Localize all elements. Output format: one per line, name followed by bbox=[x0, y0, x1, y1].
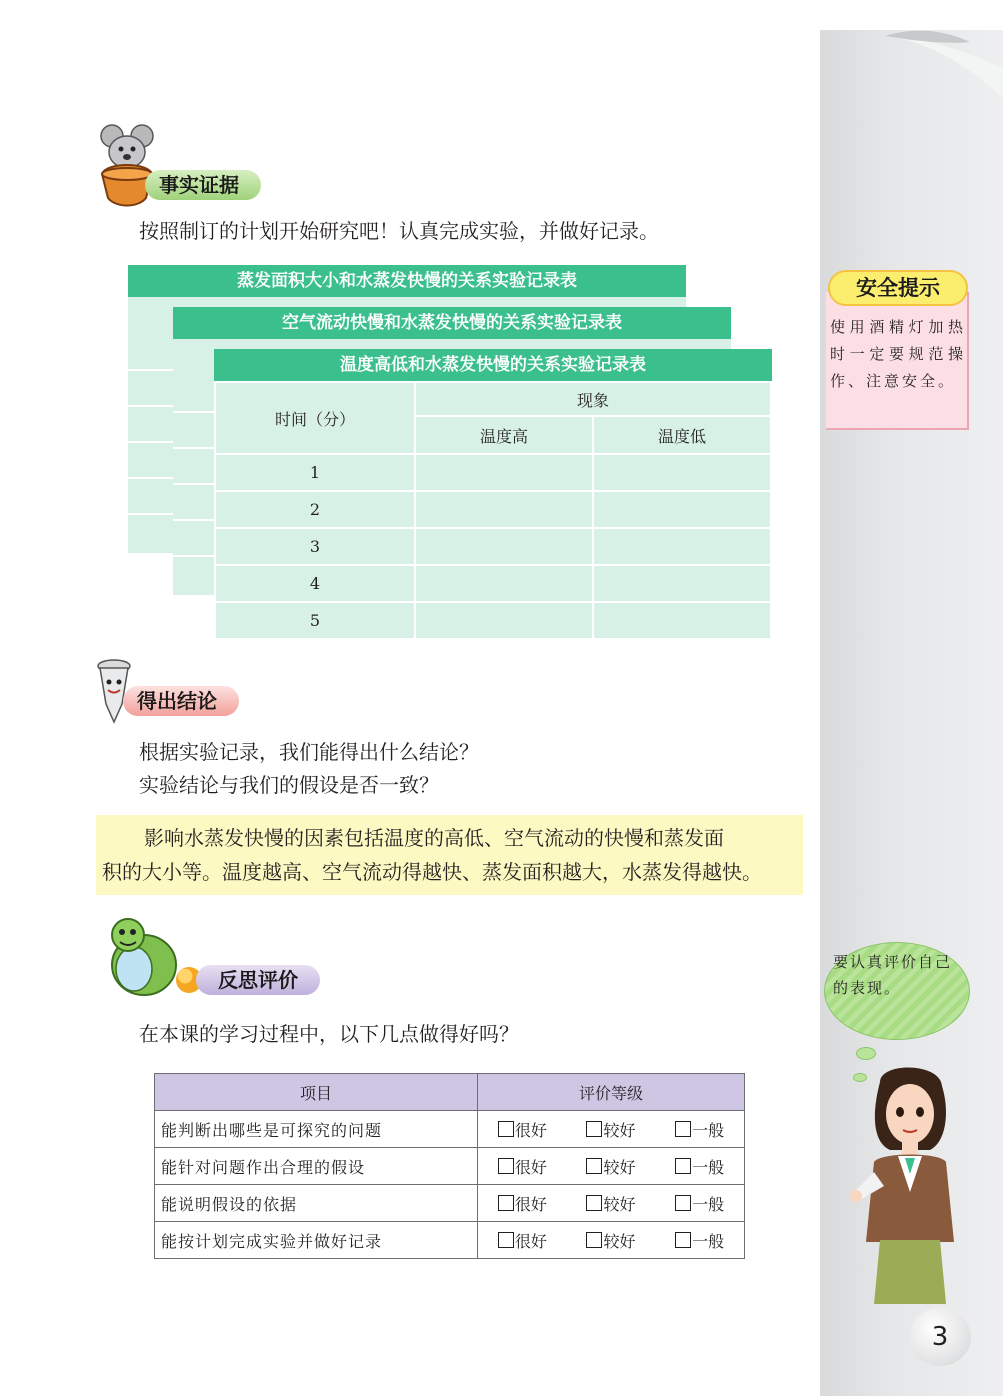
table-row-time: 2 bbox=[215, 491, 415, 528]
table-row-time: 1 bbox=[215, 454, 415, 491]
conclusion-question-2: 实验结论与我们的假设是否一致？ bbox=[139, 773, 439, 797]
option-label: 一般 bbox=[692, 1231, 725, 1251]
table-row bbox=[155, 1148, 745, 1185]
option-label: 很好 bbox=[514, 1120, 547, 1140]
record-table-temperature bbox=[214, 349, 772, 638]
reflect-title: 反思评价 bbox=[196, 965, 320, 995]
table-cell-empty bbox=[593, 454, 771, 491]
conclusion-box bbox=[96, 815, 803, 895]
bubble-dot-icon bbox=[856, 1047, 876, 1060]
eval-item-label: 能按计划完成实验并做好记录 bbox=[155, 1222, 478, 1259]
checkbox-good[interactable] bbox=[586, 1195, 602, 1211]
eval-col-grade: 评价等级 bbox=[478, 1074, 745, 1111]
checkbox-average[interactable] bbox=[675, 1195, 691, 1211]
table-cell-empty bbox=[593, 565, 771, 602]
safety-tip-text: 使用酒精灯加热时一定要规范操作、注意安全。 bbox=[830, 318, 966, 390]
option-label: 较好 bbox=[603, 1157, 636, 1177]
checkbox-very-good[interactable] bbox=[498, 1158, 514, 1174]
record-table-area-title: 蒸发面积大小和水蒸发快慢的关系实验记录表 bbox=[128, 265, 686, 297]
table-row bbox=[155, 1222, 745, 1259]
safety-tip-card bbox=[826, 270, 969, 430]
option-label: 较好 bbox=[603, 1120, 636, 1140]
table-row-time: 3 bbox=[215, 528, 415, 565]
table-cell-empty bbox=[415, 491, 593, 528]
table-row bbox=[155, 1111, 745, 1148]
conclusion-title: 得出结论 bbox=[123, 686, 239, 716]
col-phenomenon-header: 现象 bbox=[415, 382, 771, 416]
reflect-heading bbox=[176, 965, 320, 995]
table-cell-empty bbox=[415, 528, 593, 565]
option-label: 较好 bbox=[603, 1194, 636, 1214]
eval-col-item: 项目 bbox=[155, 1074, 478, 1111]
evaluation-table bbox=[154, 1073, 745, 1259]
table-cell-empty bbox=[415, 454, 593, 491]
checkbox-very-good[interactable] bbox=[498, 1121, 514, 1137]
checkbox-average[interactable] bbox=[675, 1158, 691, 1174]
page-number: 3 bbox=[909, 1308, 971, 1366]
table-row-time: 4 bbox=[215, 565, 415, 602]
col-low-temp-header: 温度低 bbox=[593, 416, 771, 454]
conclusion-line-1: 影响水蒸发快慢的因素包括温度的高低、空气流动的快慢和蒸发面 bbox=[144, 826, 724, 850]
option-label: 较好 bbox=[603, 1231, 636, 1251]
teacher-figure-icon bbox=[850, 1062, 968, 1304]
col-high-temp-header: 温度高 bbox=[415, 416, 593, 454]
option-label: 很好 bbox=[514, 1157, 547, 1177]
facts-title: 事实证据 bbox=[145, 170, 261, 200]
table-cell-empty bbox=[593, 528, 771, 565]
table-row bbox=[155, 1185, 745, 1222]
page-curl-icon bbox=[880, 28, 1003, 98]
facts-intro-text: 按照制订的计划开始研究吧！认真完成实验，并做好记录。 bbox=[139, 219, 659, 243]
conclusion-line-2: 积的大小等。温度越高、空气流动得越快、蒸发面积越大，水蒸发得越快。 bbox=[102, 860, 762, 884]
col-time-header: 时间（分） bbox=[215, 382, 415, 454]
record-table-airflow-title: 空气流动快慢和水蒸发快慢的关系实验记录表 bbox=[173, 307, 731, 339]
checkbox-good[interactable] bbox=[586, 1121, 602, 1137]
option-label: 一般 bbox=[692, 1120, 725, 1140]
facts-heading bbox=[145, 170, 261, 200]
safety-tip-title: 安全提示 bbox=[828, 270, 968, 306]
checkbox-very-good[interactable] bbox=[498, 1232, 514, 1248]
record-table-temperature-title: 温度高低和水蒸发快慢的关系实验记录表 bbox=[214, 349, 772, 381]
conclusion-heading bbox=[123, 686, 239, 716]
speech-bubble bbox=[824, 942, 970, 1040]
table-cell-empty bbox=[415, 565, 593, 602]
eval-item-label: 能针对问题作出合理的假设 bbox=[155, 1148, 478, 1185]
checkbox-very-good[interactable] bbox=[498, 1195, 514, 1211]
eval-item-label: 能判断出哪些是可探究的问题 bbox=[155, 1111, 478, 1148]
table-cell-empty bbox=[415, 602, 593, 639]
option-label: 一般 bbox=[692, 1157, 725, 1177]
option-label: 很好 bbox=[514, 1231, 547, 1251]
speech-bubble-text: 要认真评价自己的表现。 bbox=[833, 953, 953, 997]
conclusion-question-1: 根据实验记录，我们能得出什么结论？ bbox=[139, 740, 479, 764]
checkbox-average[interactable] bbox=[675, 1232, 691, 1248]
checkbox-good[interactable] bbox=[586, 1158, 602, 1174]
table-row-time: 5 bbox=[215, 602, 415, 639]
checkbox-good[interactable] bbox=[586, 1232, 602, 1248]
checkbox-average[interactable] bbox=[675, 1121, 691, 1137]
option-label: 一般 bbox=[692, 1194, 725, 1214]
reflect-intro-text: 在本课的学习过程中，以下几点做得好吗？ bbox=[139, 1022, 519, 1046]
option-label: 很好 bbox=[514, 1194, 547, 1214]
eval-item-label: 能说明假设的依据 bbox=[155, 1185, 478, 1222]
table-cell-empty bbox=[593, 491, 771, 528]
table-cell-empty bbox=[593, 602, 771, 639]
turtle-mascot-icon bbox=[100, 915, 182, 1001]
